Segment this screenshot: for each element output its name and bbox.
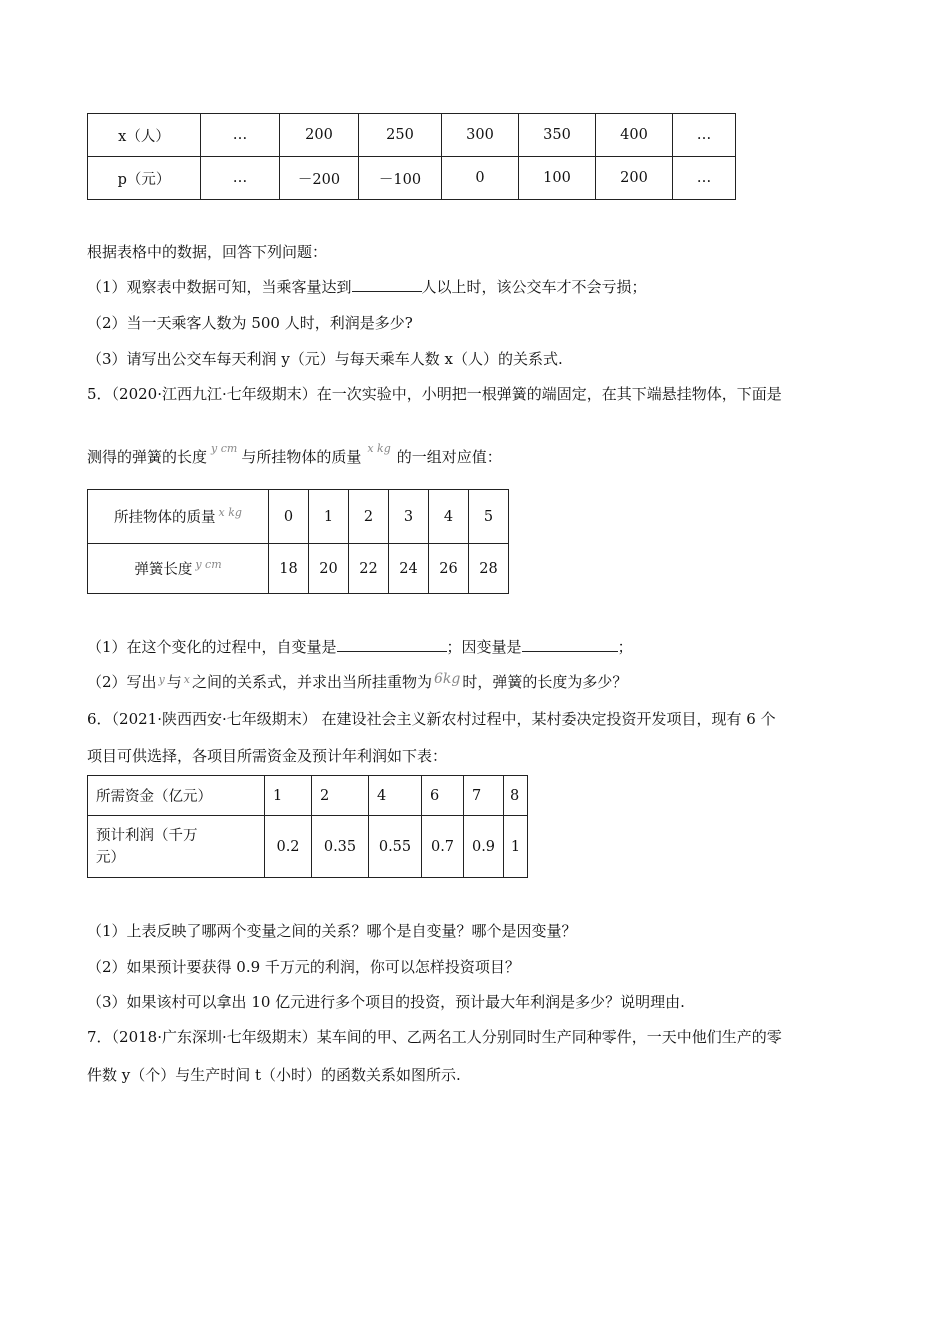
table-passengers-profit — [87, 113, 736, 200]
q5-part1-text-c: ； — [617, 638, 633, 656]
q6-line1: 6．（2021·陕西西安·七年级期末） 在建设社会主义新农村过程中，某村委决定投资开发项目，现有 6 个 — [87, 710, 776, 728]
table-cell: x（人） — [88, 114, 201, 157]
table-cell: 3 — [389, 490, 429, 544]
table-cell — [88, 544, 269, 594]
table-spring-length — [87, 489, 509, 594]
q6-part3: （3）如果该村可以拿出 10 亿元进行多个项目的投资，预计最大年利润是多少？说明理由. — [87, 993, 685, 1011]
table-cell: 26 — [429, 544, 469, 594]
table-cell — [88, 490, 269, 544]
table-cell: 7 — [464, 776, 504, 816]
q4-part2: （2）当一天乘客人数为 500 人时，利润是多少? — [87, 314, 413, 332]
row-label-line: 元） — [96, 849, 125, 866]
q4-part1-text-b: 人以上时，该公交车才不会亏损； — [421, 278, 647, 296]
table-cell: 18 — [269, 544, 309, 594]
var-x: x — [183, 673, 190, 686]
q4-part3: （3）请写出公交车每天利润 y（元）与每天乘车人数 x（人）的关系式. — [87, 350, 563, 368]
q4-intro: 根据表格中的数据，回答下列问题： — [87, 243, 328, 261]
row-label: 所挂物体的质量 — [114, 510, 216, 526]
unit-x-kg: x kg — [218, 506, 242, 519]
q6-part2: （2）如果预计要获得 0.9 千万元的利润，你可以怎样投资项目？ — [87, 958, 520, 976]
q4-part1-text-a: （1）观察表中数据可知，当乘客量达到 — [87, 278, 352, 296]
table-cell: 1 — [309, 490, 349, 544]
table-cell: 200 — [280, 114, 359, 157]
table-cell: 20 — [309, 544, 349, 594]
table-cell: 4 — [429, 490, 469, 544]
q7-line2: 件数 y（个）与生产时间 t（小时）的函数关系如图所示. — [87, 1066, 461, 1084]
table-cell: 1 — [265, 776, 312, 816]
table-cell: 350 — [519, 114, 596, 157]
table-cell: 0.35 — [312, 816, 369, 878]
table-cell: 2 — [349, 490, 389, 544]
unit-x-kg: x kg — [367, 442, 391, 455]
table-investment — [87, 775, 528, 878]
table-cell: 24 — [389, 544, 429, 594]
q5-part1-text-b: ；因变量是 — [446, 638, 522, 656]
q5-part2 — [87, 671, 627, 692]
table-cell: 5 — [469, 490, 509, 544]
unit-y-cm: y cm — [195, 558, 222, 571]
table-cell: －200 — [280, 157, 359, 200]
table-cell: 8 — [504, 776, 528, 816]
q4-part1 — [87, 276, 647, 297]
q5-part2-b: 与 — [166, 673, 182, 691]
table-cell: 0.9 — [464, 816, 504, 878]
table-cell: 200 — [596, 157, 673, 200]
table-cell: … — [201, 157, 280, 200]
table-cell: 1 — [504, 816, 528, 878]
var-y: y — [158, 673, 165, 686]
q7-line1: 7．（2018·广东深圳·七年级期末）某车间的甲、乙两名工人分别同时生产同种零件，一天中他们生产的零 — [87, 1028, 782, 1046]
q5-line2-c: 的一组对应值： — [396, 448, 502, 466]
answer-blank — [352, 291, 422, 292]
table-cell: 所需资金（亿元） — [88, 776, 265, 816]
table-cell: －100 — [359, 157, 442, 200]
q5-part1-text-a: （1）在这个变化的过程中，自变量是 — [87, 638, 337, 656]
table-cell — [88, 816, 265, 878]
table-cell: … — [673, 157, 736, 200]
table-cell: 6 — [422, 776, 464, 816]
answer-blank — [522, 651, 618, 652]
unit-y-cm: y cm — [211, 442, 238, 455]
table-cell: 28 — [469, 544, 509, 594]
q5-line2-b: 与所挂物体的质量 — [241, 448, 362, 466]
q6-line2: 项目可供选择，各项目所需资金及预计年利润如下表： — [87, 747, 448, 765]
q5-part2-d: 时，弹簧的长度为多少？ — [462, 673, 628, 691]
table-cell: 400 — [596, 114, 673, 157]
q5-part2-a: （2）写出 — [87, 673, 157, 691]
q6-part1: （1）上表反映了哪两个变量之间的关系？哪个是自变量？哪个是因变量？ — [87, 922, 577, 940]
q5-line2-a: 测得的弹簧的长度 — [87, 448, 208, 466]
q5-part1 — [87, 636, 633, 657]
table-cell: 0 — [442, 157, 519, 200]
q5-line1: 5．（2020·江西九江·七年级期末）在一次实验中，小明把一根弹簧的端固定，在其下端悬挂物体，下面是 — [87, 385, 782, 403]
table-cell: 250 — [359, 114, 442, 157]
q5-part2-c: 之间的关系式，并求出当所挂重物为 — [192, 673, 433, 691]
mass-6kg: 6kg — [434, 671, 461, 687]
table-cell: 0.7 — [422, 816, 464, 878]
table-cell: 0.2 — [265, 816, 312, 878]
answer-blank — [337, 651, 447, 652]
table-cell: 4 — [369, 776, 422, 816]
table-cell: 300 — [442, 114, 519, 157]
table-cell: … — [673, 114, 736, 157]
row-label-line: 预计利润（千万 — [96, 827, 198, 844]
q5-line2 — [87, 442, 502, 467]
table-cell: 22 — [349, 544, 389, 594]
row-label: 弹簧长度 — [134, 562, 193, 578]
table-cell: 0 — [269, 490, 309, 544]
table-cell: 2 — [312, 776, 369, 816]
table-cell: … — [201, 114, 280, 157]
table-cell: 100 — [519, 157, 596, 200]
table-cell: 0.55 — [369, 816, 422, 878]
table-cell: p（元） — [88, 157, 201, 200]
